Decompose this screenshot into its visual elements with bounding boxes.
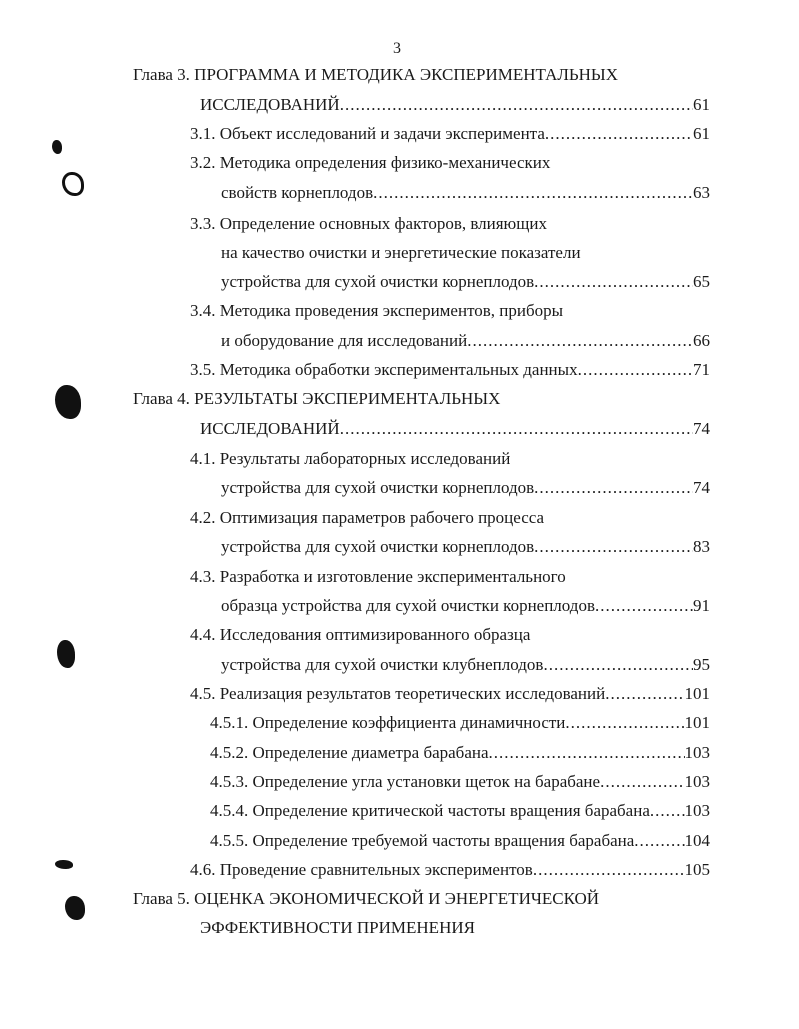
toc-entry-page: 104: [684, 831, 710, 850]
toc-entry-title: Глава 3. ПРОГРАММА И МЕТОДИКА ЭКСПЕРИМЕНТАЛЬНЫХ: [133, 65, 619, 84]
toc-entry: [210, 800, 710, 822]
toc-entry: [190, 507, 710, 529]
leader-dots: [533, 859, 685, 881]
leader-dots: [595, 595, 693, 617]
toc-entry-page: 103: [684, 743, 710, 762]
leader-dots: [340, 94, 693, 116]
leader-dots: [373, 182, 693, 204]
toc-entry-title: на качество очистки и энергетические показатели: [221, 243, 581, 262]
toc-entry: [210, 742, 710, 764]
scan-artifact: [65, 896, 85, 920]
toc-entry-title: 4.1. Результаты лабораторных исследований: [190, 449, 511, 468]
toc-entry-page: 91: [693, 596, 710, 615]
toc-entry-title: 4.5.4. Определение критической частоты вращения барабана: [210, 801, 650, 820]
toc-entry: [200, 94, 710, 116]
toc-entry-title: устройства для сухой очистки клубнеплодов: [221, 655, 544, 674]
leader-dots: [534, 271, 693, 293]
toc-entry: [200, 917, 710, 939]
scan-artifact: [55, 385, 81, 419]
toc-entry-page: 105: [684, 860, 710, 879]
toc-entry-page: 61: [693, 124, 710, 143]
toc-entry-title: 3.4. Методика проведения экспериментов, приборы: [190, 301, 564, 320]
leader-dots: [467, 330, 693, 352]
toc-entry: [133, 64, 710, 86]
toc-entry-title: Глава 5. ОЦЕНКА ЭКОНОМИЧЕСКОЙ И ЭНЕРГЕТИЧЕСКОЙ: [133, 889, 600, 908]
toc-entry: [210, 771, 710, 793]
toc-entry-title: 4.3. Разработка и изготовление экспериментального: [190, 567, 566, 586]
page-number: 3: [393, 40, 401, 57]
toc-entry-title: 3.3. Определение основных факторов, влияющих: [190, 214, 547, 233]
toc-entry: [190, 152, 710, 174]
toc-entry-page: 74: [693, 478, 710, 497]
toc-entry-title: 4.5.3. Определение угла установки щеток на барабане: [210, 772, 601, 791]
toc-entry-page: 63: [693, 183, 710, 202]
toc-entry-title: образца устройства для сухой очистки корнеплодов: [221, 596, 595, 615]
toc-entry-title: ИССЛЕДОВАНИЙ: [200, 95, 340, 114]
toc-entry: [221, 595, 710, 617]
toc-entry: [221, 330, 710, 352]
toc-entry-page: 71: [693, 360, 710, 379]
toc-entry: [190, 123, 710, 145]
toc-entry: [221, 271, 710, 293]
leader-dots: [534, 477, 693, 499]
toc-entry: [190, 683, 710, 705]
toc-entry-page: 65: [693, 272, 710, 291]
toc-entry-title: устройства для сухой очистки корнеплодов: [221, 537, 535, 556]
toc-entry: [221, 477, 710, 499]
toc-entry-title: 4.5.1. Определение коэффициента динамичности: [210, 713, 566, 732]
toc-entry: [210, 830, 710, 852]
toc-entry-page: 74: [693, 419, 710, 438]
toc-entry-title: 3.2. Методика определения физико-механических: [190, 153, 551, 172]
toc-entry-title: и оборудование для исследований: [221, 331, 468, 350]
toc-entry-title: 4.5.5. Определение требуемой частоты вращения барабана: [210, 831, 635, 850]
scan-artifact: [52, 140, 62, 154]
toc-entry: [190, 213, 710, 235]
toc-entry: [190, 448, 710, 470]
toc-entry-title: 4.6. Проведение сравнительных экспериментов: [190, 860, 533, 879]
toc-entry: [133, 888, 710, 910]
toc-entry: [190, 359, 710, 381]
toc-entry-page: 103: [684, 801, 710, 820]
toc-entry-title: ИССЛЕДОВАНИЙ: [200, 419, 340, 438]
toc-entry-title: 4.4. Исследования оптимизированного образца: [190, 625, 531, 644]
toc-entry-page: 95: [693, 655, 710, 674]
leader-dots: [634, 830, 684, 852]
toc-entry: [221, 654, 710, 676]
toc-entry-page: 83: [693, 537, 710, 556]
scan-artifact: [55, 860, 73, 869]
toc-entry-title: устройства для сухой очистки корнеплодов: [221, 272, 535, 291]
toc-entry: [210, 712, 710, 734]
toc-entry: [190, 566, 710, 588]
toc-entry-title: ЭФФЕКТИВНОСТИ ПРИМЕНЕНИЯ: [200, 918, 475, 937]
toc-entry: [221, 242, 710, 264]
leader-dots: [605, 683, 684, 705]
toc-entry-title: свойств корнеплодов: [221, 183, 374, 202]
toc-entry: [190, 300, 710, 322]
toc-entry-title: устройства для сухой очистки корнеплодов: [221, 478, 535, 497]
leader-dots: [545, 123, 693, 145]
leader-dots: [578, 359, 693, 381]
leader-dots: [534, 536, 693, 558]
toc-entry: [190, 859, 710, 881]
toc-entry: [190, 624, 710, 646]
toc-entry-title: Глава 4. РЕЗУЛЬТАТЫ ЭКСПЕРИМЕНТАЛЬНЫХ: [133, 389, 501, 408]
leader-dots: [565, 712, 684, 734]
toc-entry-page: 101: [684, 713, 710, 732]
leader-dots: [489, 742, 685, 764]
toc-entry-page: 66: [693, 331, 710, 350]
toc-entry-title: 4.5. Реализация результатов теоретических исследований: [190, 684, 606, 703]
toc-entry: [200, 418, 710, 440]
toc-entry-title: 4.5.2. Определение диаметра барабана: [210, 743, 489, 762]
toc-entry-title: 3.1. Объект исследований и задачи эксперимента: [190, 124, 545, 143]
toc-entry-title: 3.5. Методика обработки экспериментальных данных: [190, 360, 578, 379]
leader-dots: [650, 800, 685, 822]
toc-entry-page: 61: [693, 95, 710, 114]
toc-entry-page: 101: [684, 684, 710, 703]
leader-dots: [543, 654, 693, 676]
scan-artifact: [57, 640, 75, 668]
leader-dots: [340, 418, 693, 440]
toc-entry: [221, 536, 710, 558]
toc-entry: [221, 182, 710, 204]
leader-dots: [600, 771, 684, 793]
toc-entry: [133, 388, 710, 410]
scan-artifact: [62, 172, 84, 196]
toc-entry-title: 4.2. Оптимизация параметров рабочего процесса: [190, 508, 545, 527]
toc-entry-page: 103: [684, 772, 710, 791]
